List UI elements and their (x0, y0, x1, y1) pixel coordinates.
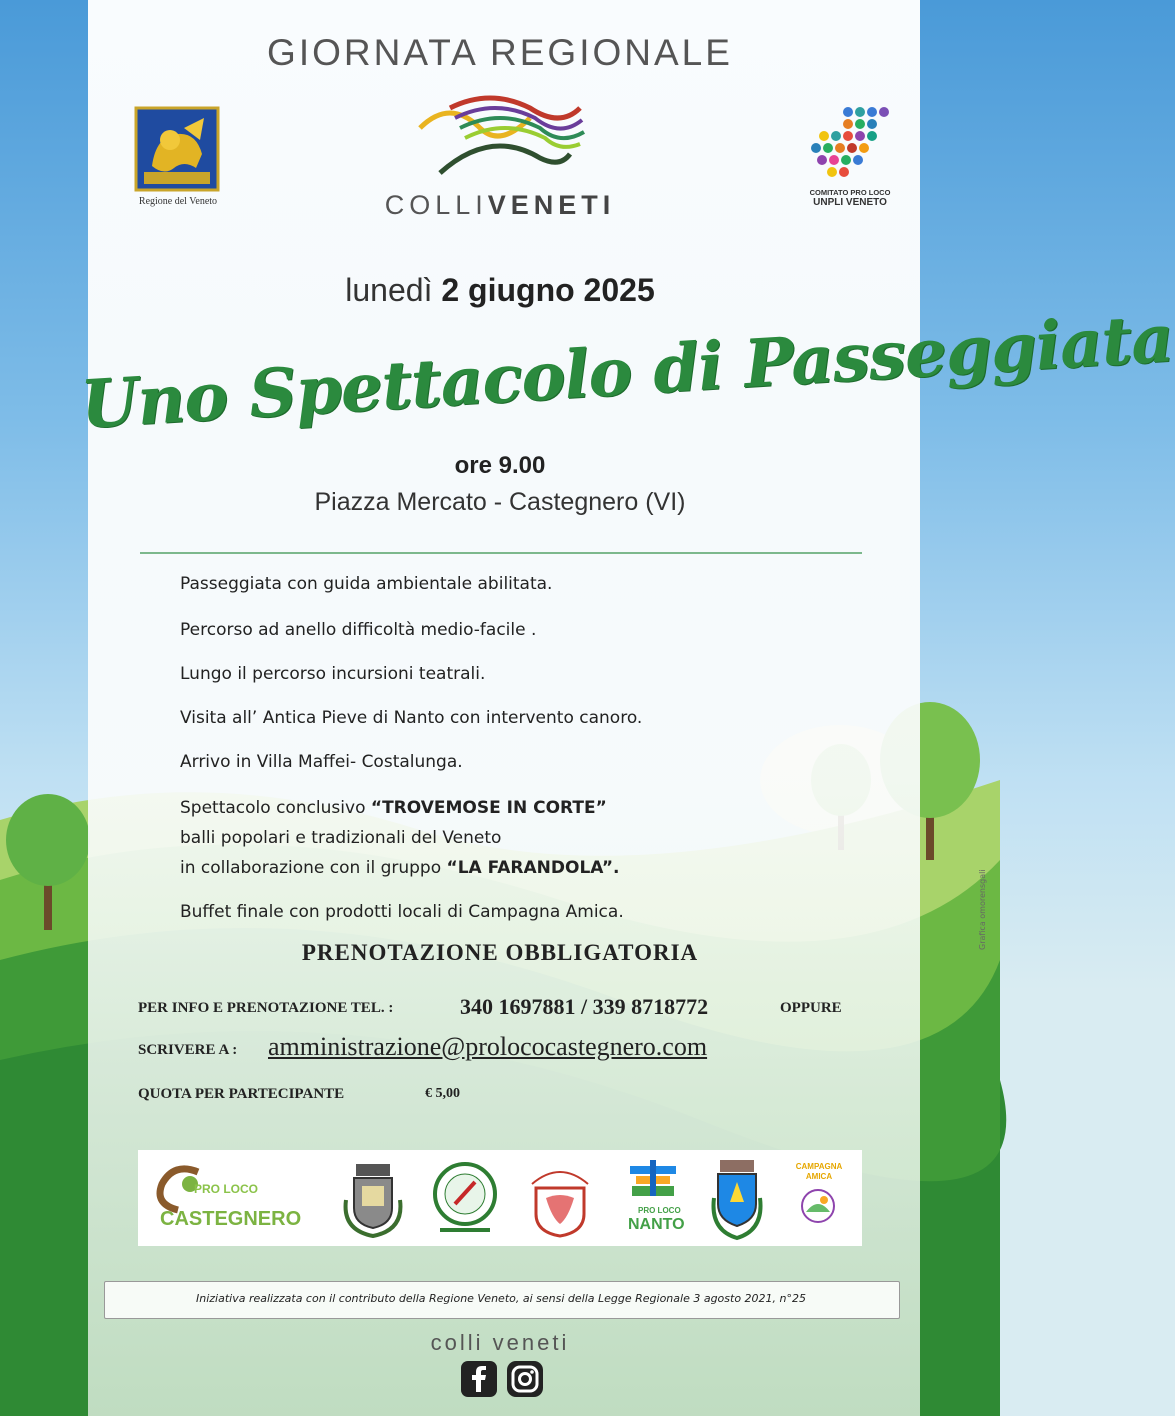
section-divider (140, 552, 862, 554)
brand-bold: VENETI (487, 190, 616, 220)
castegnero-crest-icon (338, 1160, 408, 1238)
event-time: ore 9.00 (454, 452, 546, 479)
campagna-text: CAMPAGNA AMICA (795, 1162, 843, 1181)
booking-title: PRENOTAZIONE OBBLIGATORIA (301, 940, 699, 965)
association-badge-icon (430, 1160, 500, 1238)
proloco-nanto-logo (620, 1160, 690, 1240)
event-place: Piazza Mercato - Castegnero (VI) (314, 488, 686, 516)
program-buffet: Buffet finale con prodotti locali di Campagna Amica. (180, 902, 624, 922)
date-main: 2 giugno 2025 (441, 272, 655, 308)
credit-text: Iniziativa realizzata con il contributo della Regione Veneto, ai sensi della Legge Regionale 3 agosto 2021, n°25 (195, 1292, 807, 1305)
unpli-caption-line-1: COMITATO PRO LOCO (809, 188, 891, 197)
facebook-icon[interactable] (460, 1360, 498, 1398)
show-group: “LA FARANDOLA”. (446, 858, 620, 878)
date-prefix: lunedì (345, 272, 433, 308)
header-title: GIORNATA REGIONALE (267, 32, 733, 73)
proloco-small: PRO LOCO (194, 1182, 259, 1196)
show-line-3 (180, 858, 620, 878)
email-link[interactable]: amministrazione@prolococastegnero.com (268, 1032, 708, 1061)
campagna-amica-logo (784, 1160, 854, 1240)
unpli-caption (800, 188, 900, 209)
campagna-icon (798, 1186, 838, 1226)
nanto-crest-icon (704, 1158, 770, 1240)
phone-numbers[interactable]: 340 1697881 / 339 8718772 (460, 994, 709, 1019)
regione-veneto-lion-logo (134, 106, 220, 192)
footer-brand: colli veneti (430, 1330, 570, 1355)
brand-light: COLLI (384, 190, 488, 220)
show-name: “TROVEMOSE IN CORTE” (370, 798, 607, 818)
nanto-small: PRO LOCO (638, 1206, 681, 1215)
side-credit: Grafica omorensgali (978, 869, 987, 950)
regione-veneto-caption: Regione del Veneto (138, 196, 218, 207)
fee-label: QUOTA PER PARTECIPANTE (138, 1086, 345, 1102)
show-line-1 (180, 798, 607, 818)
event-title: Uno Spettacolo di Passeggiata (78, 298, 1175, 444)
show-line-2: balli popolari e tradizionali del Veneto (180, 828, 502, 848)
program-item: Arrivo in Villa Maffei- Costalunga. (180, 752, 463, 772)
email-label: SCRIVERE A : (138, 1042, 238, 1058)
program-item: Percorso ad anello difficoltà medio-facile . (180, 620, 537, 640)
program-item: Lungo il percorso incursioni teatrali. (180, 664, 486, 684)
program-item: Visita all’ Antica Pieve di Nanto con intervento canoro. (180, 708, 643, 728)
nanto-icon (628, 1160, 678, 1208)
proloco-big: CASTEGNERO (160, 1208, 302, 1230)
unpli-caption-line-2: UNPLI VENETO (813, 197, 887, 208)
nanto-big: NANTO (628, 1216, 685, 1233)
proloco-castegnero-logo (154, 1164, 324, 1234)
instagram-icon[interactable] (506, 1360, 544, 1398)
show-line-3-prefix: in collaborazione con il gruppo (180, 858, 447, 878)
show-prefix: Spettacolo conclusivo (180, 798, 371, 818)
fee-value: € 5,00 (425, 1086, 460, 1101)
program-item: Passeggiata con guida ambientale abilitata. (180, 574, 553, 594)
colli-veneti-logo (410, 88, 590, 183)
sponsor-bar (138, 1150, 862, 1246)
costalunga-vini-logo (522, 1158, 598, 1240)
unpli-veneto-logo (808, 104, 892, 182)
phone-or: OPPURE (780, 1000, 842, 1016)
event-date (0, 272, 1000, 309)
phone-label: PER INFO E PRENOTAZIONE TEL. : (138, 1000, 394, 1016)
